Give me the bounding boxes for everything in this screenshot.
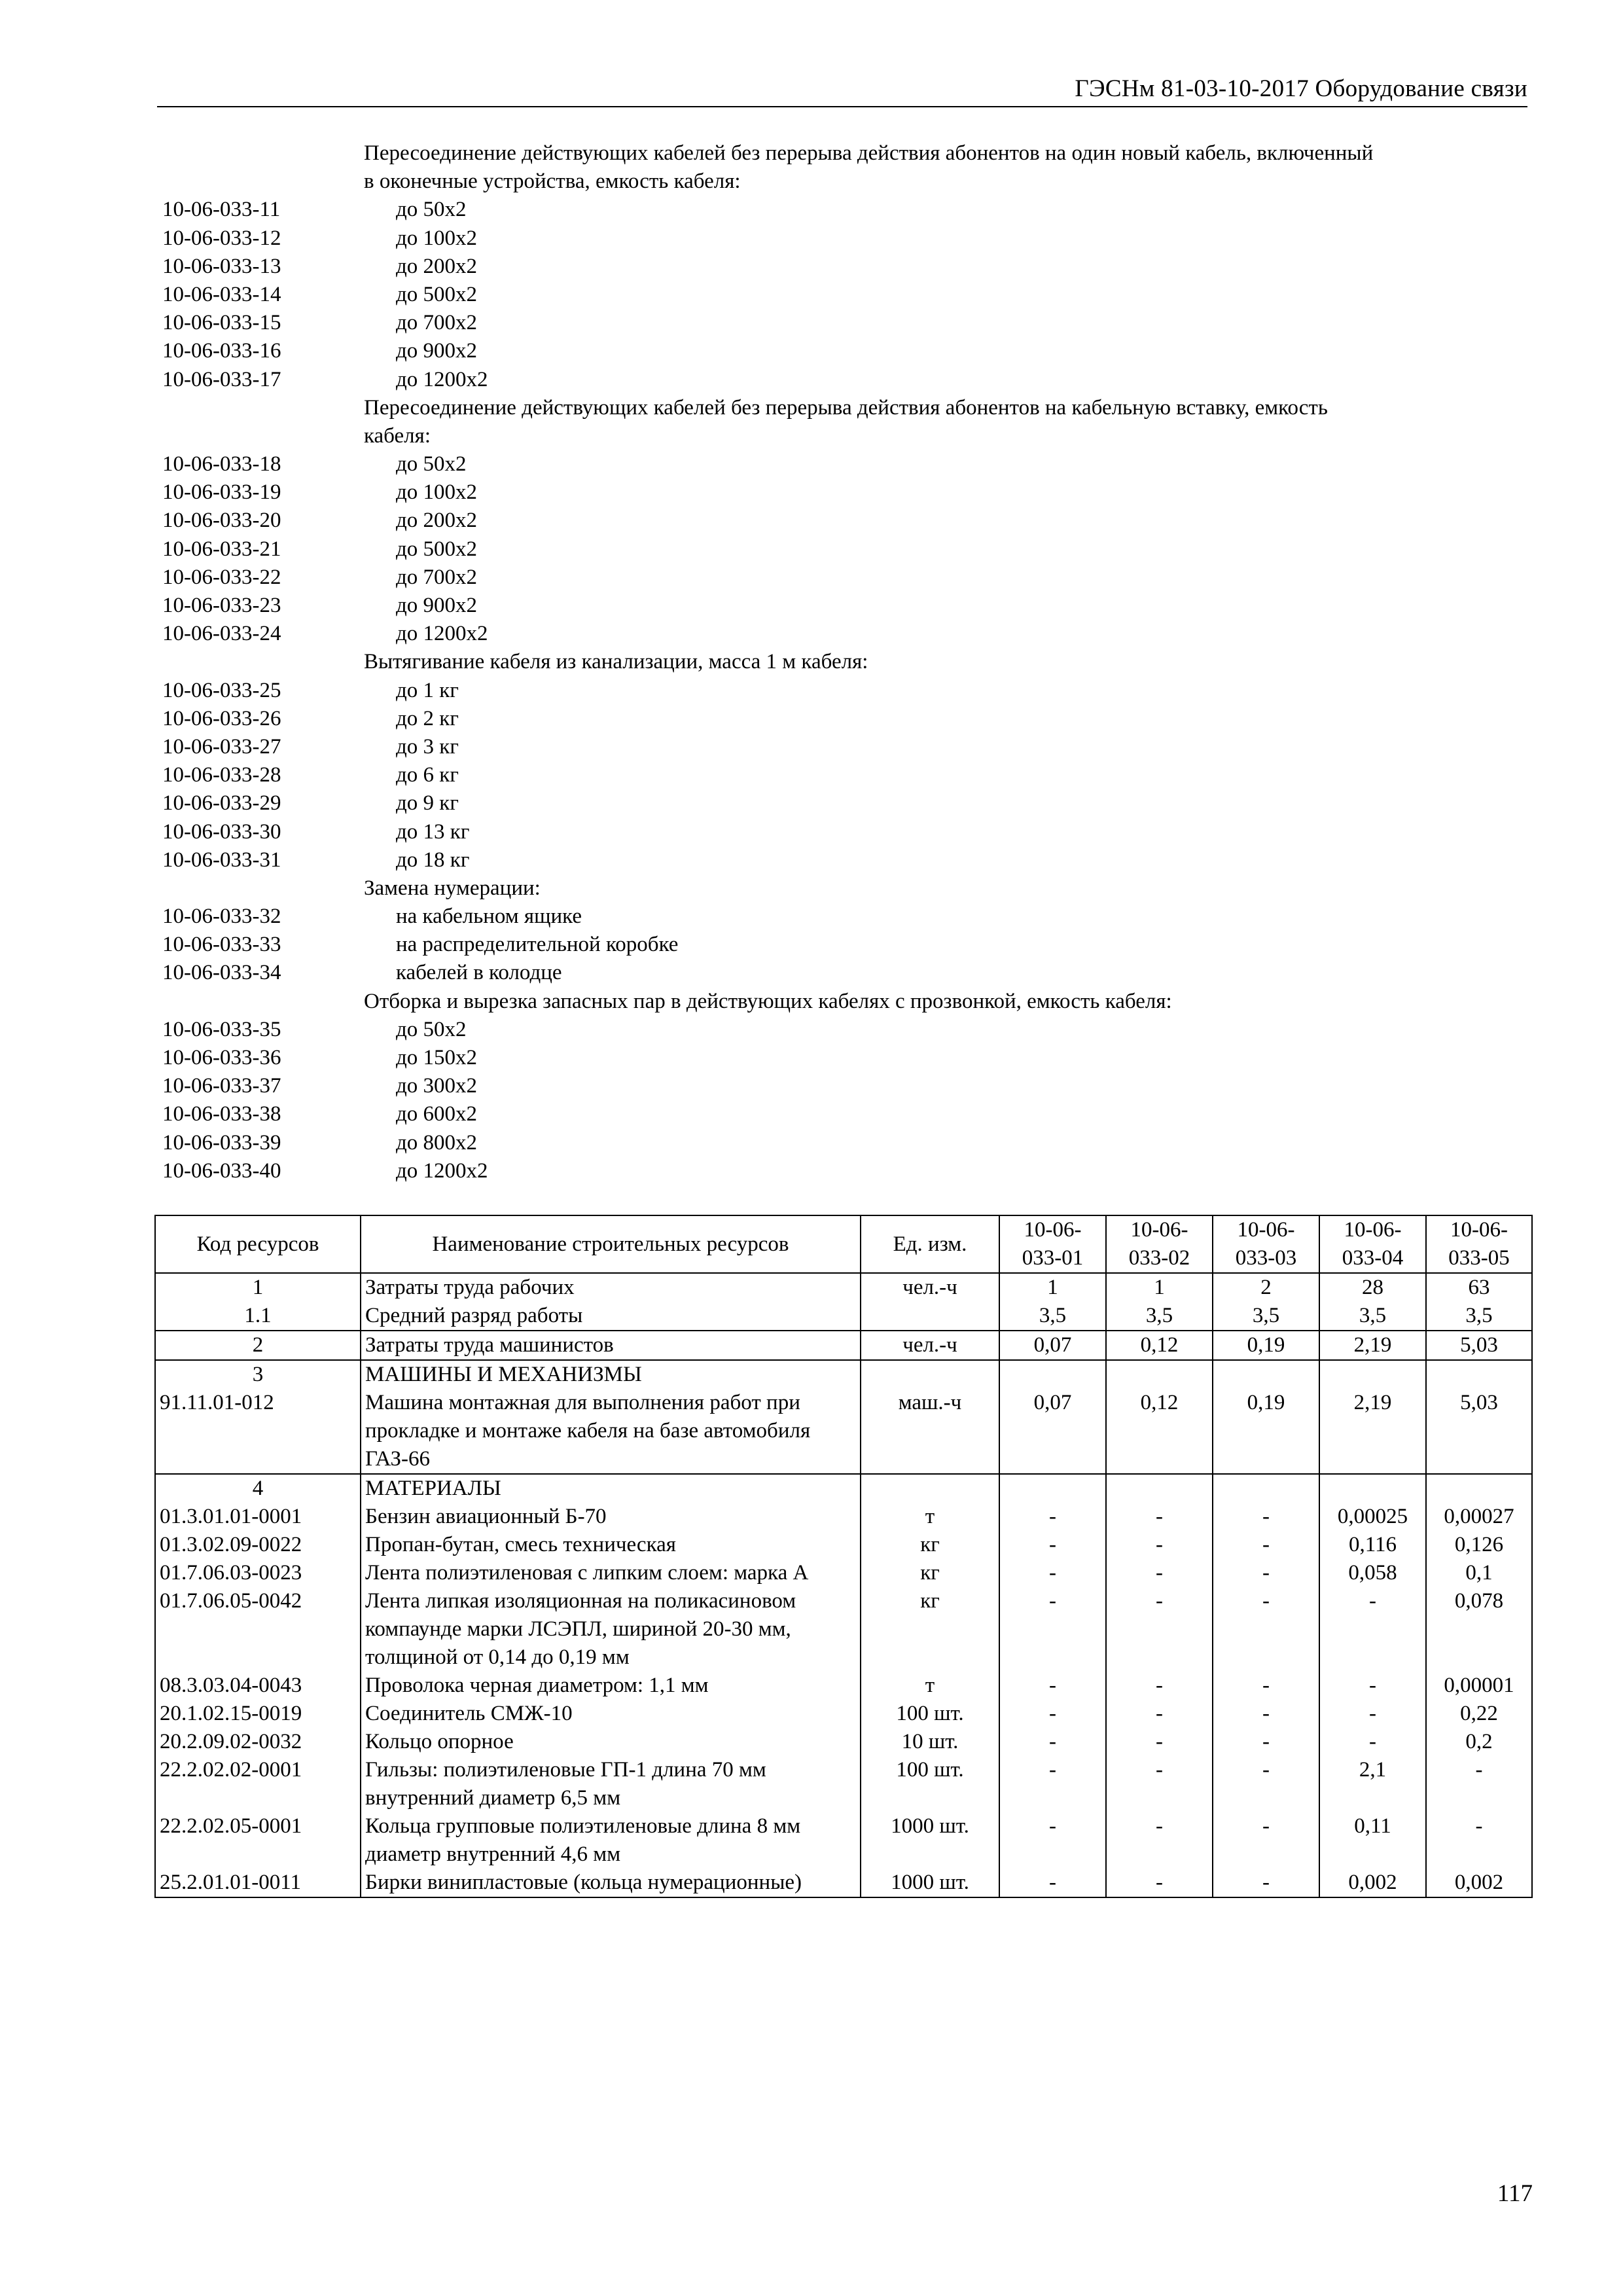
section-heading-text: Пересоединение действующих кабелей без перерыва действия абонентов на кабельную вставку, емкость [364, 395, 1328, 420]
section-heading-line [162, 168, 1537, 196]
value-cell: 28 [1319, 1273, 1426, 1302]
resource-name-cell: Соединитель СМЖ-10 [361, 1700, 861, 1728]
resources-table [154, 1215, 1533, 1898]
resource-name-cell: Средний разряд работы [361, 1302, 861, 1331]
rate-item-text: до 6 кг [396, 763, 459, 787]
resource-name-cell: Проволока черная диаметром: 1,1 мм [361, 1672, 861, 1700]
rate-item-line [162, 196, 1537, 224]
rate-item-text: до 1200х2 [396, 622, 488, 646]
resource-code-cell: 91.11.01-012 [155, 1389, 361, 1474]
rate-code: 10-06-033-23 [162, 594, 281, 617]
unit-cell: кг [861, 1531, 999, 1559]
unit-cell: т [861, 1672, 999, 1700]
resource-name-cell: Бензин авиационный Б-70 [361, 1503, 861, 1531]
column-header: Код ресурсов [155, 1215, 361, 1273]
value-cell: - [1106, 1531, 1213, 1559]
resource-name-cell: Затраты труда машинистов [361, 1331, 861, 1360]
unit-cell: кг [861, 1559, 999, 1587]
rate-item-line [162, 959, 1537, 987]
value-cell: 0,00027 [1426, 1503, 1532, 1531]
resource-code-cell: 01.7.06.03-0023 [155, 1559, 361, 1587]
value-cell: - [1106, 1559, 1213, 1587]
value-cell [1426, 1474, 1532, 1503]
value-cell: 63 [1426, 1273, 1532, 1302]
rate-item-line [162, 450, 1537, 478]
rate-item-text: до 13 кг [396, 819, 470, 844]
section-heading-line [162, 648, 1537, 676]
rate-item-text: до 1 кг [396, 678, 459, 702]
rate-item-text: до 800х2 [396, 1130, 478, 1155]
rate-code: 10-06-033-35 [162, 1017, 281, 1041]
resource-name-cell: Кольца групповые полиэтиленовые длина 8 мм диаметр внутренний 4,6 мм [361, 1812, 861, 1869]
resource-code-cell: 2 [155, 1331, 361, 1360]
value-cell: - [1319, 1587, 1426, 1672]
value-cell: 0,2 [1426, 1728, 1532, 1756]
value-cell: 0,1 [1426, 1559, 1532, 1587]
rate-code: 10-06-033-11 [162, 198, 281, 222]
rate-item-text: до 3 кг [396, 734, 459, 759]
value-cell: 3,5 [1426, 1302, 1532, 1331]
rate-item-text: до 18 кг [396, 848, 470, 872]
value-cell: - [1213, 1756, 1319, 1812]
resource-name-cell: Бирки винипластовые (кольца нумерационные) [361, 1869, 861, 1897]
rate-item-text: до 1200х2 [396, 367, 488, 391]
value-cell: - [999, 1756, 1106, 1812]
table-row [155, 1672, 1532, 1700]
resource-code-cell: 1 [155, 1273, 361, 1302]
rate-item-line [162, 789, 1537, 817]
rate-code: 10-06-033-30 [162, 819, 281, 844]
rate-item-line [162, 931, 1537, 959]
rate-item-line [162, 1129, 1537, 1157]
value-cell: 0,002 [1319, 1869, 1426, 1897]
value-cell: - [999, 1728, 1106, 1756]
section-heading-text: Отборка и вырезка запасных пар в действующих кабелях с прозвонкой, емкость кабеля: [364, 989, 1172, 1013]
rate-code: 10-06-033-37 [162, 1074, 281, 1098]
value-cell: 2,1 [1319, 1756, 1426, 1812]
rate-code: 10-06-033-40 [162, 1158, 281, 1183]
table-row [155, 1389, 1532, 1474]
value-cell: 2,19 [1319, 1389, 1426, 1474]
column-header: 10-06- 033-02 [1106, 1215, 1213, 1273]
value-cell: - [999, 1672, 1106, 1700]
rate-item-line [162, 1044, 1537, 1072]
table-row [155, 1531, 1532, 1559]
value-cell: 0,11 [1319, 1812, 1426, 1869]
column-header: Ед. изм. [861, 1215, 999, 1273]
value-cell: 0,058 [1319, 1559, 1426, 1587]
unit-cell: 1000 шт. [861, 1869, 999, 1897]
value-cell: 3,5 [1106, 1302, 1213, 1331]
table-row [155, 1302, 1532, 1331]
rate-item-text: до 200х2 [396, 254, 478, 278]
value-cell: - [1213, 1728, 1319, 1756]
unit-cell: чел.-ч [861, 1273, 999, 1302]
value-cell: - [999, 1559, 1106, 1587]
table-row [155, 1360, 1532, 1389]
resource-name-cell: Лента полиэтиленовая с липким слоем: марка А [361, 1559, 861, 1587]
table-row [155, 1503, 1532, 1531]
value-cell: - [1106, 1812, 1213, 1869]
resource-code-cell: 20.1.02.15-0019 [155, 1700, 361, 1728]
page-number: 117 [1497, 2180, 1533, 2207]
rate-item-text: до 100х2 [396, 480, 478, 505]
value-cell: - [1106, 1672, 1213, 1700]
table-row [155, 1559, 1532, 1587]
section-heading-line [162, 139, 1537, 168]
resource-code-cell: 4 [155, 1474, 361, 1503]
table-row [155, 1869, 1532, 1897]
rate-item-text: до 150х2 [396, 1046, 478, 1069]
value-cell: 0,07 [999, 1331, 1106, 1360]
value-cell: 5,03 [1426, 1389, 1532, 1474]
rate-code: 10-06-033-20 [162, 509, 281, 533]
rate-code: 10-06-033-32 [162, 905, 281, 929]
rate-code: 10-06-033-18 [162, 452, 281, 476]
unit-cell: 100 шт. [861, 1700, 999, 1728]
rate-item-text: на распределительной коробке [396, 933, 679, 957]
section-heading-text: Пересоединение действующих кабелей без перерыва действия абонентов на один новый кабель, включенный [364, 141, 1374, 165]
rate-item-text: до 200х2 [396, 509, 478, 533]
rate-code: 10-06-033-33 [162, 933, 281, 957]
rate-code: 10-06-033-29 [162, 791, 281, 816]
value-cell: 3,5 [999, 1302, 1106, 1331]
value-cell: - [1106, 1756, 1213, 1812]
value-cell: 0,07 [999, 1389, 1106, 1474]
value-cell: - [1106, 1503, 1213, 1531]
value-cell: - [1213, 1559, 1319, 1587]
section-heading-line [162, 874, 1537, 903]
table-row [155, 1756, 1532, 1812]
value-cell [1426, 1360, 1532, 1389]
value-cell: 0,12 [1106, 1331, 1213, 1360]
rate-item-text: до 100х2 [396, 226, 478, 250]
value-cell: 3,5 [1319, 1302, 1426, 1331]
resource-code-cell: 25.2.01.01-0011 [155, 1869, 361, 1897]
rate-code: 10-06-033-36 [162, 1046, 281, 1069]
value-cell: 0,19 [1213, 1331, 1319, 1360]
column-header: 10-06- 033-01 [999, 1215, 1106, 1273]
value-cell: - [1319, 1672, 1426, 1700]
rate-item-text: до 50х2 [396, 1017, 467, 1041]
rate-item-line [162, 564, 1537, 592]
value-cell: - [999, 1700, 1106, 1728]
rate-item-line [162, 281, 1537, 309]
rate-item-text: до 1200х2 [396, 1158, 488, 1183]
rate-code: 10-06-033-27 [162, 734, 281, 759]
resource-name-cell: МАШИНЫ И МЕХАНИЗМЫ [361, 1360, 861, 1389]
resource-code-cell: 22.2.02.02-0001 [155, 1756, 361, 1812]
rate-item-text: до 300х2 [396, 1074, 478, 1098]
rate-code: 10-06-033-39 [162, 1130, 281, 1155]
rate-item-line [162, 1157, 1537, 1185]
value-cell: - [999, 1531, 1106, 1559]
rate-code: 10-06-033-13 [162, 254, 281, 278]
table-row [155, 1331, 1532, 1360]
unit-cell: маш.-ч [861, 1389, 999, 1474]
resource-name-cell: Кольцо опорное [361, 1728, 861, 1756]
value-cell [999, 1474, 1106, 1503]
rate-item-line [162, 818, 1537, 846]
value-cell: 5,03 [1426, 1331, 1532, 1360]
unit-cell [861, 1360, 999, 1389]
section-heading-line [162, 988, 1537, 1016]
value-cell: - [1319, 1700, 1426, 1728]
value-cell: - [999, 1869, 1106, 1897]
value-cell: - [1213, 1531, 1319, 1559]
resource-name-cell: Лента липкая изоляционная на поликасиновом компаунде марки ЛСЭПЛ, шириной 20-30 мм, толщиной от 0,14 до 0,19 мм [361, 1587, 861, 1672]
rate-item-line [162, 903, 1537, 931]
value-cell: 0,002 [1426, 1869, 1532, 1897]
value-cell: - [1213, 1587, 1319, 1672]
section-heading-text: в оконечные устройства, емкость кабеля: [364, 170, 741, 194]
rate-item-text: до 9 кг [396, 791, 459, 816]
value-cell [1106, 1474, 1213, 1503]
table-row [155, 1587, 1532, 1672]
unit-cell: 100 шт. [861, 1756, 999, 1812]
value-cell: 0,078 [1426, 1587, 1532, 1672]
value-cell [1213, 1360, 1319, 1389]
rate-item-line [162, 337, 1537, 365]
unit-cell: кг [861, 1587, 999, 1672]
value-cell: - [1106, 1700, 1213, 1728]
rate-item-line [162, 253, 1537, 281]
value-cell [1106, 1360, 1213, 1389]
document-title: ГЭСНм 81-03-10-2017 Оборудование связи [1075, 75, 1527, 102]
rate-item-text: до 2 кг [396, 706, 459, 730]
section-heading-text: Замена нумерации: [364, 876, 541, 900]
value-cell: 1 [999, 1273, 1106, 1302]
rate-item-text: кабелей в колодце [396, 961, 562, 985]
section-heading-text: Вытягивание кабеля из канализации, масса 1 м кабеля: [364, 650, 868, 674]
rate-code: 10-06-033-21 [162, 537, 281, 561]
value-cell: - [1426, 1812, 1532, 1869]
value-cell: - [999, 1587, 1106, 1672]
rate-code: 10-06-033-28 [162, 763, 281, 787]
rate-item-line [162, 1100, 1537, 1128]
rate-item-text: до 50х2 [396, 452, 467, 476]
rate-item-line [162, 733, 1537, 761]
section-heading-text: кабеля: [364, 423, 431, 448]
resource-code-cell: 01.7.06.05-0042 [155, 1587, 361, 1672]
value-cell: - [1106, 1587, 1213, 1672]
rate-code: 10-06-033-24 [162, 622, 281, 646]
unit-cell: чел.-ч [861, 1331, 999, 1360]
resource-name-cell: МАТЕРИАЛЫ [361, 1474, 861, 1503]
table-row [155, 1812, 1532, 1869]
rate-item-line [162, 761, 1537, 789]
rate-item-line [162, 592, 1537, 620]
rate-item-line [162, 705, 1537, 733]
rate-item-text: до 700х2 [396, 565, 478, 589]
value-cell: - [1426, 1756, 1532, 1812]
value-cell [1319, 1474, 1426, 1503]
value-cell: - [1213, 1700, 1319, 1728]
rate-code: 10-06-033-22 [162, 565, 281, 589]
resource-code-cell: 08.3.03.04-0043 [155, 1672, 361, 1700]
value-cell [1319, 1360, 1426, 1389]
page-header [157, 69, 1527, 107]
rate-code: 10-06-033-31 [162, 848, 281, 872]
unit-cell: 10 шт. [861, 1728, 999, 1756]
section-heading-line [162, 394, 1537, 422]
table-header-row [155, 1215, 1532, 1273]
value-cell [1213, 1474, 1319, 1503]
rate-code: 10-06-033-14 [162, 282, 281, 306]
rate-item-line [162, 366, 1537, 394]
resource-code-cell: 01.3.01.01-0001 [155, 1503, 361, 1531]
section-heading-line [162, 422, 1537, 450]
value-cell: - [1106, 1869, 1213, 1897]
value-cell [999, 1360, 1106, 1389]
rate-item-line [162, 846, 1537, 874]
rate-item-text: до 500х2 [396, 537, 478, 561]
unit-cell [861, 1474, 999, 1503]
value-cell: 1 [1106, 1273, 1213, 1302]
table-row [155, 1700, 1532, 1728]
unit-cell: 1000 шт. [861, 1812, 999, 1869]
value-cell: 0,22 [1426, 1700, 1532, 1728]
value-cell: 3,5 [1213, 1302, 1319, 1331]
resource-code-cell: 20.2.09.02-0032 [155, 1728, 361, 1756]
rate-item-line [162, 507, 1537, 535]
value-cell: - [1106, 1728, 1213, 1756]
rate-item-text: до 50х2 [396, 198, 467, 222]
value-cell: 0,00001 [1426, 1672, 1532, 1700]
rate-item-text: на кабельном ящике [396, 905, 582, 929]
resource-name-cell: Машина монтажная для выполнения работ при прокладке и монтаже кабеля на базе автомобиля ГАЗ-66 [361, 1389, 861, 1474]
rate-item-text: до 500х2 [396, 282, 478, 306]
value-cell: 0,12 [1106, 1389, 1213, 1474]
rate-code: 10-06-033-38 [162, 1102, 281, 1126]
rate-code: 10-06-033-25 [162, 678, 281, 702]
column-header: 10-06- 033-04 [1319, 1215, 1426, 1273]
resource-code-cell: 3 [155, 1360, 361, 1389]
resource-code-cell: 1.1 [155, 1302, 361, 1331]
value-cell: 2,19 [1319, 1331, 1426, 1360]
value-cell: 0,00025 [1319, 1503, 1426, 1531]
value-cell: - [999, 1503, 1106, 1531]
value-cell: 0,126 [1426, 1531, 1532, 1559]
value-cell: - [999, 1812, 1106, 1869]
rate-item-line [162, 1072, 1537, 1100]
resource-code-cell: 01.3.02.09-0022 [155, 1531, 361, 1559]
resource-name-cell: Пропан-бутан, смесь техническая [361, 1531, 861, 1559]
value-cell: - [1213, 1672, 1319, 1700]
rate-code: 10-06-033-16 [162, 339, 281, 363]
column-header: 10-06- 033-03 [1213, 1215, 1319, 1273]
resource-name-cell: Гильзы: полиэтиленовые ГП-1 длина 70 мм внутренний диаметр 6,5 мм [361, 1756, 861, 1812]
rate-item-line [162, 309, 1537, 337]
value-cell: 0,19 [1213, 1389, 1319, 1474]
rate-codes-list [162, 139, 1537, 1185]
table-row [155, 1273, 1532, 1302]
rate-code: 10-06-033-12 [162, 226, 281, 250]
rate-item-text: до 900х2 [396, 339, 478, 363]
rate-item-text: до 700х2 [396, 311, 478, 335]
rate-item-line [162, 224, 1537, 253]
rate-item-line [162, 478, 1537, 507]
value-cell: - [1319, 1728, 1426, 1756]
value-cell: - [1213, 1503, 1319, 1531]
value-cell: 2 [1213, 1273, 1319, 1302]
rate-item-line [162, 620, 1537, 648]
rate-code: 10-06-033-17 [162, 367, 281, 391]
resource-name-cell: Затраты труда рабочих [361, 1273, 861, 1302]
resource-code-cell: 22.2.02.05-0001 [155, 1812, 361, 1869]
rate-code: 10-06-033-34 [162, 961, 281, 985]
value-cell: - [1213, 1812, 1319, 1869]
rate-item-line [162, 677, 1537, 705]
rate-code: 10-06-033-26 [162, 706, 281, 730]
rate-code: 10-06-033-19 [162, 480, 281, 505]
rate-code: 10-06-033-15 [162, 311, 281, 335]
rate-item-text: до 900х2 [396, 594, 478, 617]
rate-item-line [162, 535, 1537, 564]
column-header: 10-06- 033-05 [1426, 1215, 1532, 1273]
table-row [155, 1728, 1532, 1756]
value-cell: 0,116 [1319, 1531, 1426, 1559]
value-cell: - [1213, 1869, 1319, 1897]
rate-item-text: до 600х2 [396, 1102, 478, 1126]
column-header: Наименование строительных ресурсов [361, 1215, 861, 1273]
table-row [155, 1474, 1532, 1503]
unit-cell [861, 1302, 999, 1331]
rate-item-line [162, 1016, 1537, 1044]
unit-cell: т [861, 1503, 999, 1531]
